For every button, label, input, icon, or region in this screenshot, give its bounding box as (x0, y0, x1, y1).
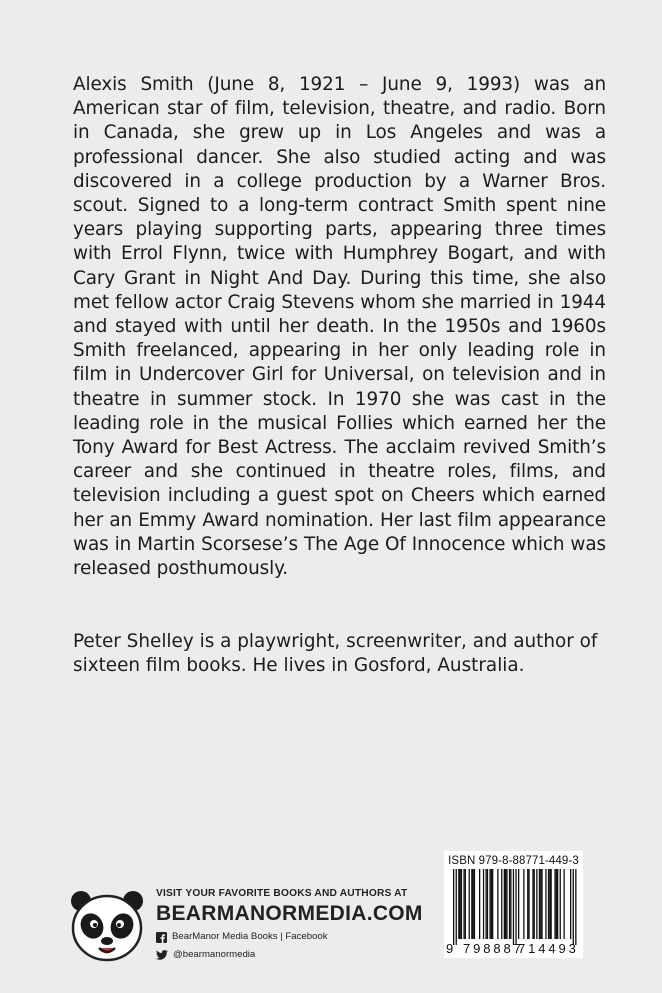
barcode (444, 869, 583, 949)
barcode-bar (557, 869, 558, 939)
barcode-bar (471, 869, 472, 939)
barcode-bar (504, 869, 505, 939)
barcode-bar (564, 869, 565, 939)
barcode-bar (463, 869, 464, 939)
barcode-bar (492, 869, 493, 939)
barcode-bar (534, 869, 535, 939)
barcode-bar (556, 869, 557, 939)
facebook-icon (156, 932, 167, 943)
barcode-bar (506, 869, 507, 939)
barcode-bar (513, 869, 514, 945)
barcode-digits-right: 714493 (518, 941, 579, 956)
barcode-bar (489, 869, 490, 939)
visit-text: VISIT YOUR FAVORITE BOOKS AND AUTHORS AT (156, 888, 408, 899)
barcode-bar (456, 869, 457, 945)
barcode-bar (575, 869, 576, 945)
barcode-bar (474, 869, 475, 939)
barcode-bar (573, 869, 574, 945)
barcode-bar (501, 869, 502, 939)
twitter-row (156, 948, 426, 962)
barcode-bar (487, 869, 488, 939)
barcode-bar (528, 869, 529, 939)
barcode-bar (479, 869, 480, 939)
barcode-bar (518, 869, 519, 939)
twitter-bird-icon (156, 950, 168, 960)
barcode-bar (505, 869, 506, 939)
barcode-bar (523, 869, 524, 939)
author-bio: Peter Shelley is a playwright, screenwriter, and author of sixteen film books. He lives in Gosford, Australia. (73, 631, 598, 677)
panda-bear-logo (68, 888, 146, 964)
barcode-bar (560, 869, 561, 939)
barcode-bar (460, 869, 461, 939)
barcode-bar (527, 869, 528, 939)
publisher-promo (156, 887, 426, 962)
barcode-bar (548, 869, 549, 939)
barcode-bar (465, 869, 466, 939)
facebook-row (156, 930, 426, 944)
barcode-bar (491, 869, 492, 939)
barcode-bar (540, 869, 541, 939)
book-description: Alexis Smith (June 8, 1921 – June 9, 1993) was an American star of film, television, theatre, and radio. Born in Canada, she grew up in Los Angeles and was a professional dancer. She also studied acting and was discovered in a college production by a Warner Bros. scout. Signed to a long-term contract Smith spent nine years playing supporting parts, appearing three times with Errol Flynn, twice with Humphrey Bogart, and with Cary Grant in Night And Day. During this time, she also met fellow actor Craig Stevens whom she married in 1944 and stayed with until her death. In the 1950s and 1960s Smith freelanced, appearing in her only leading role in film in Undercover Girl for Universal, on television and in theatre in summer stock. In 1970 she was cast in the leading role in the musical Follies which earned her the Tony Award for Best Actress. The acclaim revived Smith’s career and she continued in theatre roles, films, and television including a guest spot on Cheers which earned her an Emmy Award nomination. Her last film appearance was in Martin Scorsese’s The Age Of Innocence which was released posthumously. (73, 74, 606, 580)
barcode-bar (483, 869, 484, 939)
barcode-bar (536, 869, 537, 939)
barcode-bar (486, 869, 487, 939)
barcode-bar (461, 869, 462, 939)
barcode-bar (509, 869, 510, 939)
barcode-bar (551, 869, 552, 939)
barcode-bar (554, 869, 555, 939)
barcode-bar (539, 869, 540, 939)
publisher-website[interactable]: BEARMANORMEDIA.COM (156, 902, 423, 925)
twitter-handle[interactable]: @bearmanormedia (173, 949, 256, 960)
barcode-bar (541, 869, 542, 939)
barcode-bar (453, 869, 454, 945)
barcode-digits-left: 798887 (463, 941, 524, 956)
barcode-bar (510, 869, 511, 939)
isbn-label: ISBN 979-8-88771-449-3 (448, 855, 579, 867)
barcode-bar (497, 869, 498, 939)
barcode-bar (515, 869, 516, 945)
barcode-bar (532, 869, 533, 939)
barcode-bar (469, 869, 470, 939)
barcode-bar (458, 869, 459, 939)
barcode-bar (549, 869, 550, 939)
isbn-barcode-box (444, 851, 583, 958)
barcode-digit-lead: 9 (446, 941, 454, 956)
barcode-bar (545, 869, 546, 939)
facebook-text[interactable]: BearManor Media Books | Facebook (172, 931, 328, 942)
barcode-bar (473, 869, 474, 939)
barcode-bar (570, 869, 571, 939)
